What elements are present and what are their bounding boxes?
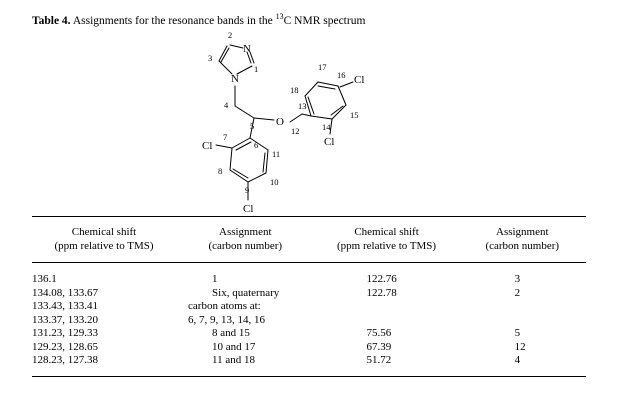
- table-row: [32, 327, 586, 341]
- atom-number-3: 3: [208, 53, 213, 63]
- table-caption-label: Table 4.: [32, 14, 71, 27]
- atom-label-cl-right-top: Cl: [354, 74, 365, 86]
- table-header-group: [32, 226, 586, 253]
- cell-chemical-shift-1: 131.23, 129.33: [32, 327, 98, 339]
- cell-chemical-shift-2: 122.78: [366, 286, 397, 299]
- table-row: [32, 287, 586, 301]
- atom-label-cl-right-bottom: Cl: [324, 136, 335, 148]
- header-assignment-1: Assignment (carbon number): [208, 226, 283, 252]
- cell-assignment-1: 1: [212, 273, 218, 285]
- atom-number-18: 18: [290, 85, 299, 95]
- table-row: [32, 314, 586, 328]
- table-caption-text: Assignments for the resonance bands in the: [72, 14, 276, 27]
- cell-assignment-1: carbon atoms at:: [188, 300, 261, 312]
- cell-chemical-shift-1: 128.23, 127.38: [32, 354, 98, 366]
- cell-chemical-shift-1: 133.43, 133.41: [32, 300, 98, 312]
- header-assignment-2: Assignment (carbon number): [485, 226, 560, 252]
- cell-chemical-shift-1: 134.08, 133.67: [32, 286, 98, 299]
- cell-assignment-1: 8 and 15: [212, 327, 250, 339]
- table-row: [32, 341, 586, 355]
- header-chemical-shift-2: Chemical shift (ppm relative to TMS): [337, 226, 437, 252]
- cell-chemical-shift-2: [315, 314, 367, 326]
- table-row: [32, 300, 586, 314]
- atom-label-o-ether: O: [276, 116, 284, 128]
- atom-number-6: 6: [254, 140, 259, 150]
- atom-number-12: 12: [291, 126, 300, 136]
- table-row: [32, 354, 586, 368]
- atom-number-4: 4: [224, 100, 229, 110]
- atom-number-1: 1: [254, 64, 259, 74]
- table-caption: [32, 10, 365, 28]
- data-table: [32, 216, 586, 377]
- table-row: [32, 273, 586, 287]
- cell-chemical-shift-2: 75.56: [366, 327, 392, 339]
- cell-assignment-2: 2: [514, 286, 521, 299]
- atom-number-13: 13: [298, 101, 307, 111]
- cell-assignment-1: 11 and 18: [212, 354, 256, 366]
- atom-number-10: 10: [270, 177, 279, 187]
- header-chemical-shift-1: Chemical shift (ppm relative to TMS): [54, 226, 154, 252]
- cell-chemical-shift-1: 133.37, 133.20: [32, 313, 98, 326]
- cell-assignment-1: 10 and 17: [212, 340, 256, 353]
- cell-chemical-shift-2: 67.39: [366, 340, 392, 353]
- cell-chemical-shift-1: 129.23, 128.65: [32, 340, 98, 353]
- cell-assignment-2: [459, 314, 515, 326]
- atom-number-15: 15: [350, 110, 359, 120]
- cell-assignment-2: 5: [514, 327, 521, 339]
- atom-number-5: 5: [250, 121, 255, 131]
- atom-number-2: 2: [228, 30, 233, 40]
- cell-assignment-1: Six, quaternary: [212, 286, 280, 299]
- table-header-row: [32, 226, 586, 253]
- cell-assignment-2: 4: [514, 354, 521, 366]
- cell-assignment-2: 12: [514, 340, 526, 353]
- table-caption-text-2: C NMR spectrum: [283, 14, 366, 27]
- table-bottom-rule: [32, 376, 586, 377]
- cell-chemical-shift-1: 136.1: [32, 273, 57, 285]
- cell-assignment-1: 6, 7, 9, 13, 14, 16: [188, 313, 266, 326]
- cell-chemical-shift-2: [315, 300, 367, 312]
- atom-number-7: 7: [223, 132, 228, 142]
- atom-number-17: 17: [318, 62, 327, 72]
- atom-number-16: 16: [337, 70, 346, 80]
- atom-number-14: 14: [322, 122, 331, 132]
- atom-label-n-bottom: N: [231, 73, 239, 85]
- atom-number-11: 11: [272, 149, 281, 159]
- cell-assignment-2: [459, 300, 515, 312]
- table-body-group: [32, 273, 586, 368]
- cell-chemical-shift-2: 122.76: [366, 273, 397, 285]
- atom-label-cl-bottom-left: Cl: [243, 203, 254, 215]
- atom-number-8: 8: [218, 166, 223, 176]
- table-caption-superscript: 13: [275, 12, 284, 21]
- atom-number-9: 9: [245, 185, 250, 195]
- chemical-structure-diagram: [150, 30, 480, 215]
- cell-assignment-2: 3: [514, 273, 521, 285]
- cell-chemical-shift-2: 51.72: [366, 354, 392, 366]
- atom-label-cl-left: Cl: [202, 140, 213, 152]
- atom-label-n-top: N: [243, 43, 251, 55]
